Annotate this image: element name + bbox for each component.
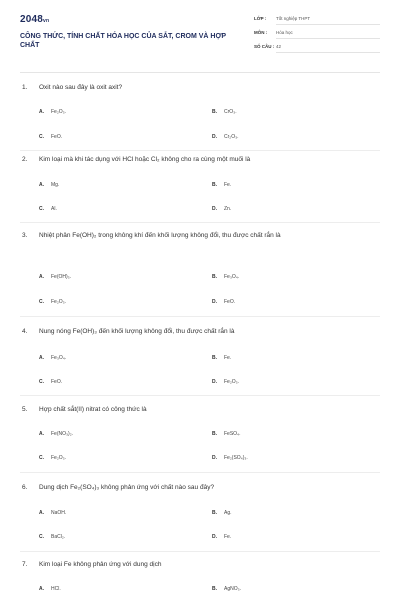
- option-letter: D.: [212, 379, 217, 385]
- option-text: FeO.: [224, 299, 236, 305]
- meta-row-count: [254, 42, 380, 56]
- option-text: NaOH.: [51, 510, 67, 516]
- option-text: Fe₃O₄.: [51, 355, 67, 361]
- header-divider: [20, 72, 380, 73]
- option-text: HCl.: [51, 586, 61, 592]
- question-number: 2.: [22, 156, 28, 163]
- question-text: Hợp chất sắt(II) nitrat có công thức là: [39, 406, 147, 413]
- option-text: Fe₂(SO₄)₃.: [224, 455, 248, 461]
- question-divider: [20, 551, 380, 552]
- brand-name: 2048: [20, 14, 44, 25]
- question-text: Nhiệt phân Fe(OH)₂ trong không khí đến khối lượng không đổi, thu được chất rắn là: [39, 232, 281, 239]
- option-letter: A.: [39, 182, 44, 188]
- option-text: Fe.: [224, 182, 232, 188]
- option-letter: C.: [39, 534, 44, 540]
- option-letter: A.: [39, 431, 44, 437]
- question-text: Kim loại Fe không phản ứng với dung dịch: [39, 561, 162, 568]
- brand-suffix: vn: [43, 18, 50, 24]
- option-text: Mg.: [51, 182, 60, 188]
- option-letter: B.: [212, 510, 217, 516]
- document-title: CÔNG THỨC, TÍNH CHẤT HÓA HỌC CỦA SẮT, CROM VÀ HỢP CHẤT: [20, 33, 226, 49]
- question-number: 4.: [22, 328, 28, 335]
- question-number: 6.: [22, 484, 28, 491]
- option-letter: D.: [212, 455, 217, 461]
- meta-label-subject: MÔN :: [254, 30, 268, 35]
- option-text: Fe₂O₃.: [51, 299, 67, 305]
- option-letter: A.: [39, 109, 44, 115]
- option-letter: D.: [212, 206, 217, 212]
- option-text: FeSO₄.: [224, 431, 241, 437]
- question-text: Nung nóng Fe(OH)₃ đến khối lượng không đổi, thu được chất rắn là: [39, 328, 235, 335]
- option-letter: C.: [39, 299, 44, 305]
- question-number: 5.: [22, 406, 28, 413]
- meta-label-class: LỚP :: [254, 16, 267, 21]
- option-letter: B.: [212, 355, 217, 361]
- option-letter: D.: [212, 534, 217, 540]
- option-letter: C.: [39, 134, 44, 140]
- option-text: FeO.: [51, 379, 63, 385]
- option-text: Ag.: [224, 510, 232, 516]
- option-letter: C.: [39, 206, 44, 212]
- question-divider: [20, 150, 380, 151]
- option-letter: B.: [212, 182, 217, 188]
- option-letter: A.: [39, 510, 44, 516]
- option-letter: C.: [39, 455, 44, 461]
- option-text: Fe₂O₃.: [224, 379, 240, 385]
- option-text: Zn.: [224, 206, 232, 212]
- option-letter: C.: [39, 379, 44, 385]
- exam-meta: [254, 14, 380, 56]
- meta-value-count: 42: [276, 44, 380, 53]
- option-text: Cr₂O₃.: [224, 134, 239, 140]
- option-letter: D.: [212, 134, 217, 140]
- meta-value-subject: Hóa học: [276, 30, 380, 39]
- option-text: Fe(OH)₃.: [51, 274, 72, 280]
- meta-row-class: [254, 14, 380, 28]
- brand-logo: [20, 14, 49, 25]
- option-text: Fe(NO₃)₂.: [51, 431, 74, 437]
- question-divider: [20, 222, 380, 223]
- meta-value-class: Tốt nghiệp THPT: [276, 16, 380, 25]
- question-text: Oxit nào sau đây là oxit axit?: [39, 84, 123, 91]
- option-text: Fe.: [224, 355, 232, 361]
- option-text: Fe₂O₃.: [51, 455, 67, 461]
- option-text: Fe₃O₄.: [224, 274, 240, 280]
- question-divider: [20, 472, 380, 473]
- question-divider: [20, 316, 380, 317]
- meta-label-count: SỐ CÂU :: [254, 44, 275, 49]
- option-text: CrO₃.: [224, 109, 237, 115]
- question-text: Kim loại mà khi tác dụng với HCl hoặc Cl₂ không cho ra cùng một muối là: [39, 156, 251, 163]
- option-letter: B.: [212, 274, 217, 280]
- option-text: Fe.: [224, 534, 232, 540]
- option-letter: B.: [212, 431, 217, 437]
- question-divider: [20, 395, 380, 396]
- question-number: 7.: [22, 561, 28, 568]
- option-text: Al.: [51, 206, 57, 212]
- option-letter: D.: [212, 299, 217, 305]
- option-letter: A.: [39, 355, 44, 361]
- question-number: 3.: [22, 232, 28, 239]
- option-text: AgNO₃.: [224, 586, 242, 592]
- meta-row-subject: [254, 28, 380, 42]
- option-letter: A.: [39, 274, 44, 280]
- exam-header: [20, 14, 380, 70]
- option-letter: B.: [212, 109, 217, 115]
- question-number: 1.: [22, 84, 28, 91]
- option-letter: B.: [212, 586, 217, 592]
- option-text: BaCl₂.: [51, 534, 66, 540]
- option-text: FeO.: [51, 134, 63, 140]
- option-text: Fe₂O₃.: [51, 109, 67, 115]
- option-letter: A.: [39, 586, 44, 592]
- question-text: Dung dịch Fe₂(SO₄)₃ không phản ứng với chất nào sau đây?: [39, 484, 215, 491]
